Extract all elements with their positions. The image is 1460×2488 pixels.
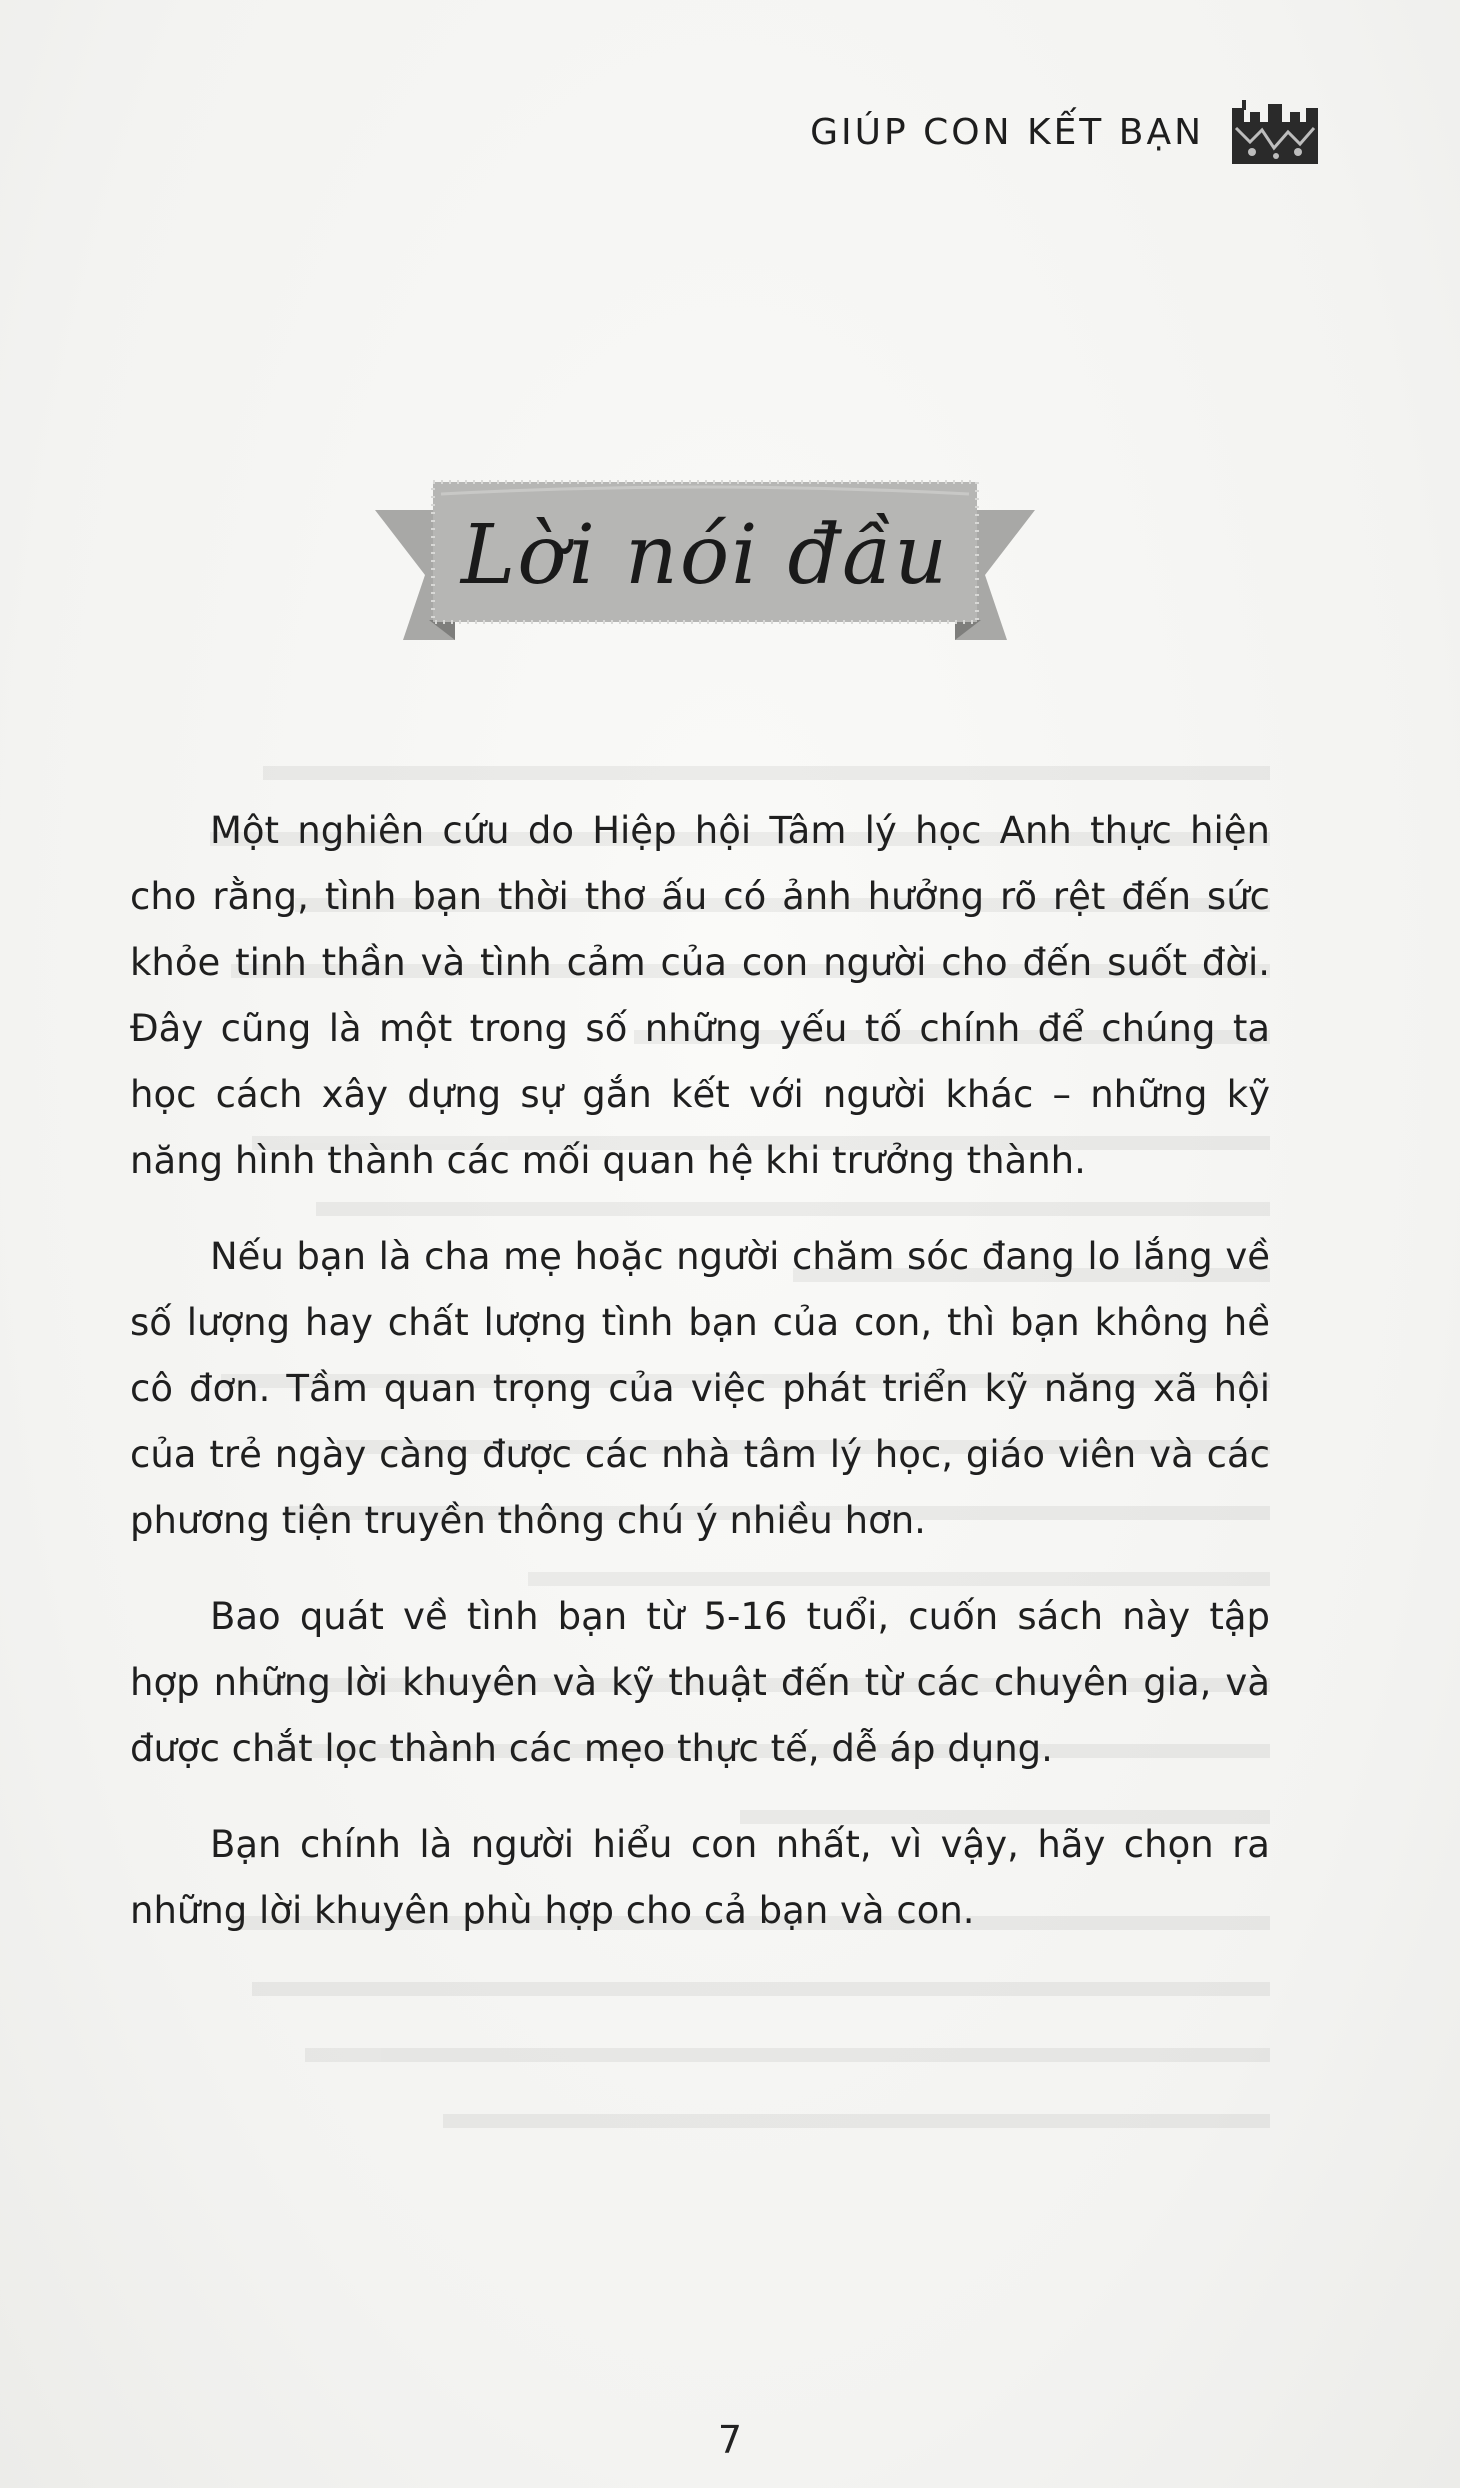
paragraph: Bạn chính là người hiểu con nhất, vì vậy, hãy chọn ra những lời khuyên phù hợp cho cả bạn và con. [130, 1823, 1270, 1932]
paragraph: Nếu bạn là cha mẹ hoặc người chăm sóc đang lo lắng về số lượng hay chất lượng tình bạn của con, thì bạn không hề cô đơn. Tầm quan trọng của việc phát triển kỹ năng xã hội của trẻ ngày càng được các nhà tâm lý học, giáo viên và các phương tiện truyền thông chú ý nhiều hơn. [130, 1235, 1270, 1542]
page-number: 7 [717, 2418, 743, 2462]
running-header [810, 98, 1320, 166]
chapter-title-banner [375, 470, 1035, 670]
paragraph: Một nghiên cứu do Hiệp hội Tâm lý học Anh thực hiện cho rằng, tình bạn thời thơ ấu có ảnh hưởng rõ rệt đến sức khỏe tinh thần và tình cảm của con người cho đến suốt đời. Đây cũng là một trong số những yếu tố chính để chúng ta học cách xây dựng sự gắn kết với người khác – những kỹ năng hình thành các mối quan hệ khi trưởng thành. [130, 809, 1270, 1182]
paragraph: Bao quát về tình bạn từ 5-16 tuổi, cuốn sách này tập hợp những lời khuyên và kỹ thuật đến từ các chuyên gia, và được chắt lọc thành các mẹo thực tế, dễ áp dụng. [130, 1595, 1270, 1770]
castle-logo-icon [1230, 98, 1320, 166]
chapter-title: Lời nói đầu [460, 508, 950, 603]
running-header-title: GIÚP CON KẾT BẠN [810, 111, 1204, 153]
body-text [130, 798, 1270, 1974]
